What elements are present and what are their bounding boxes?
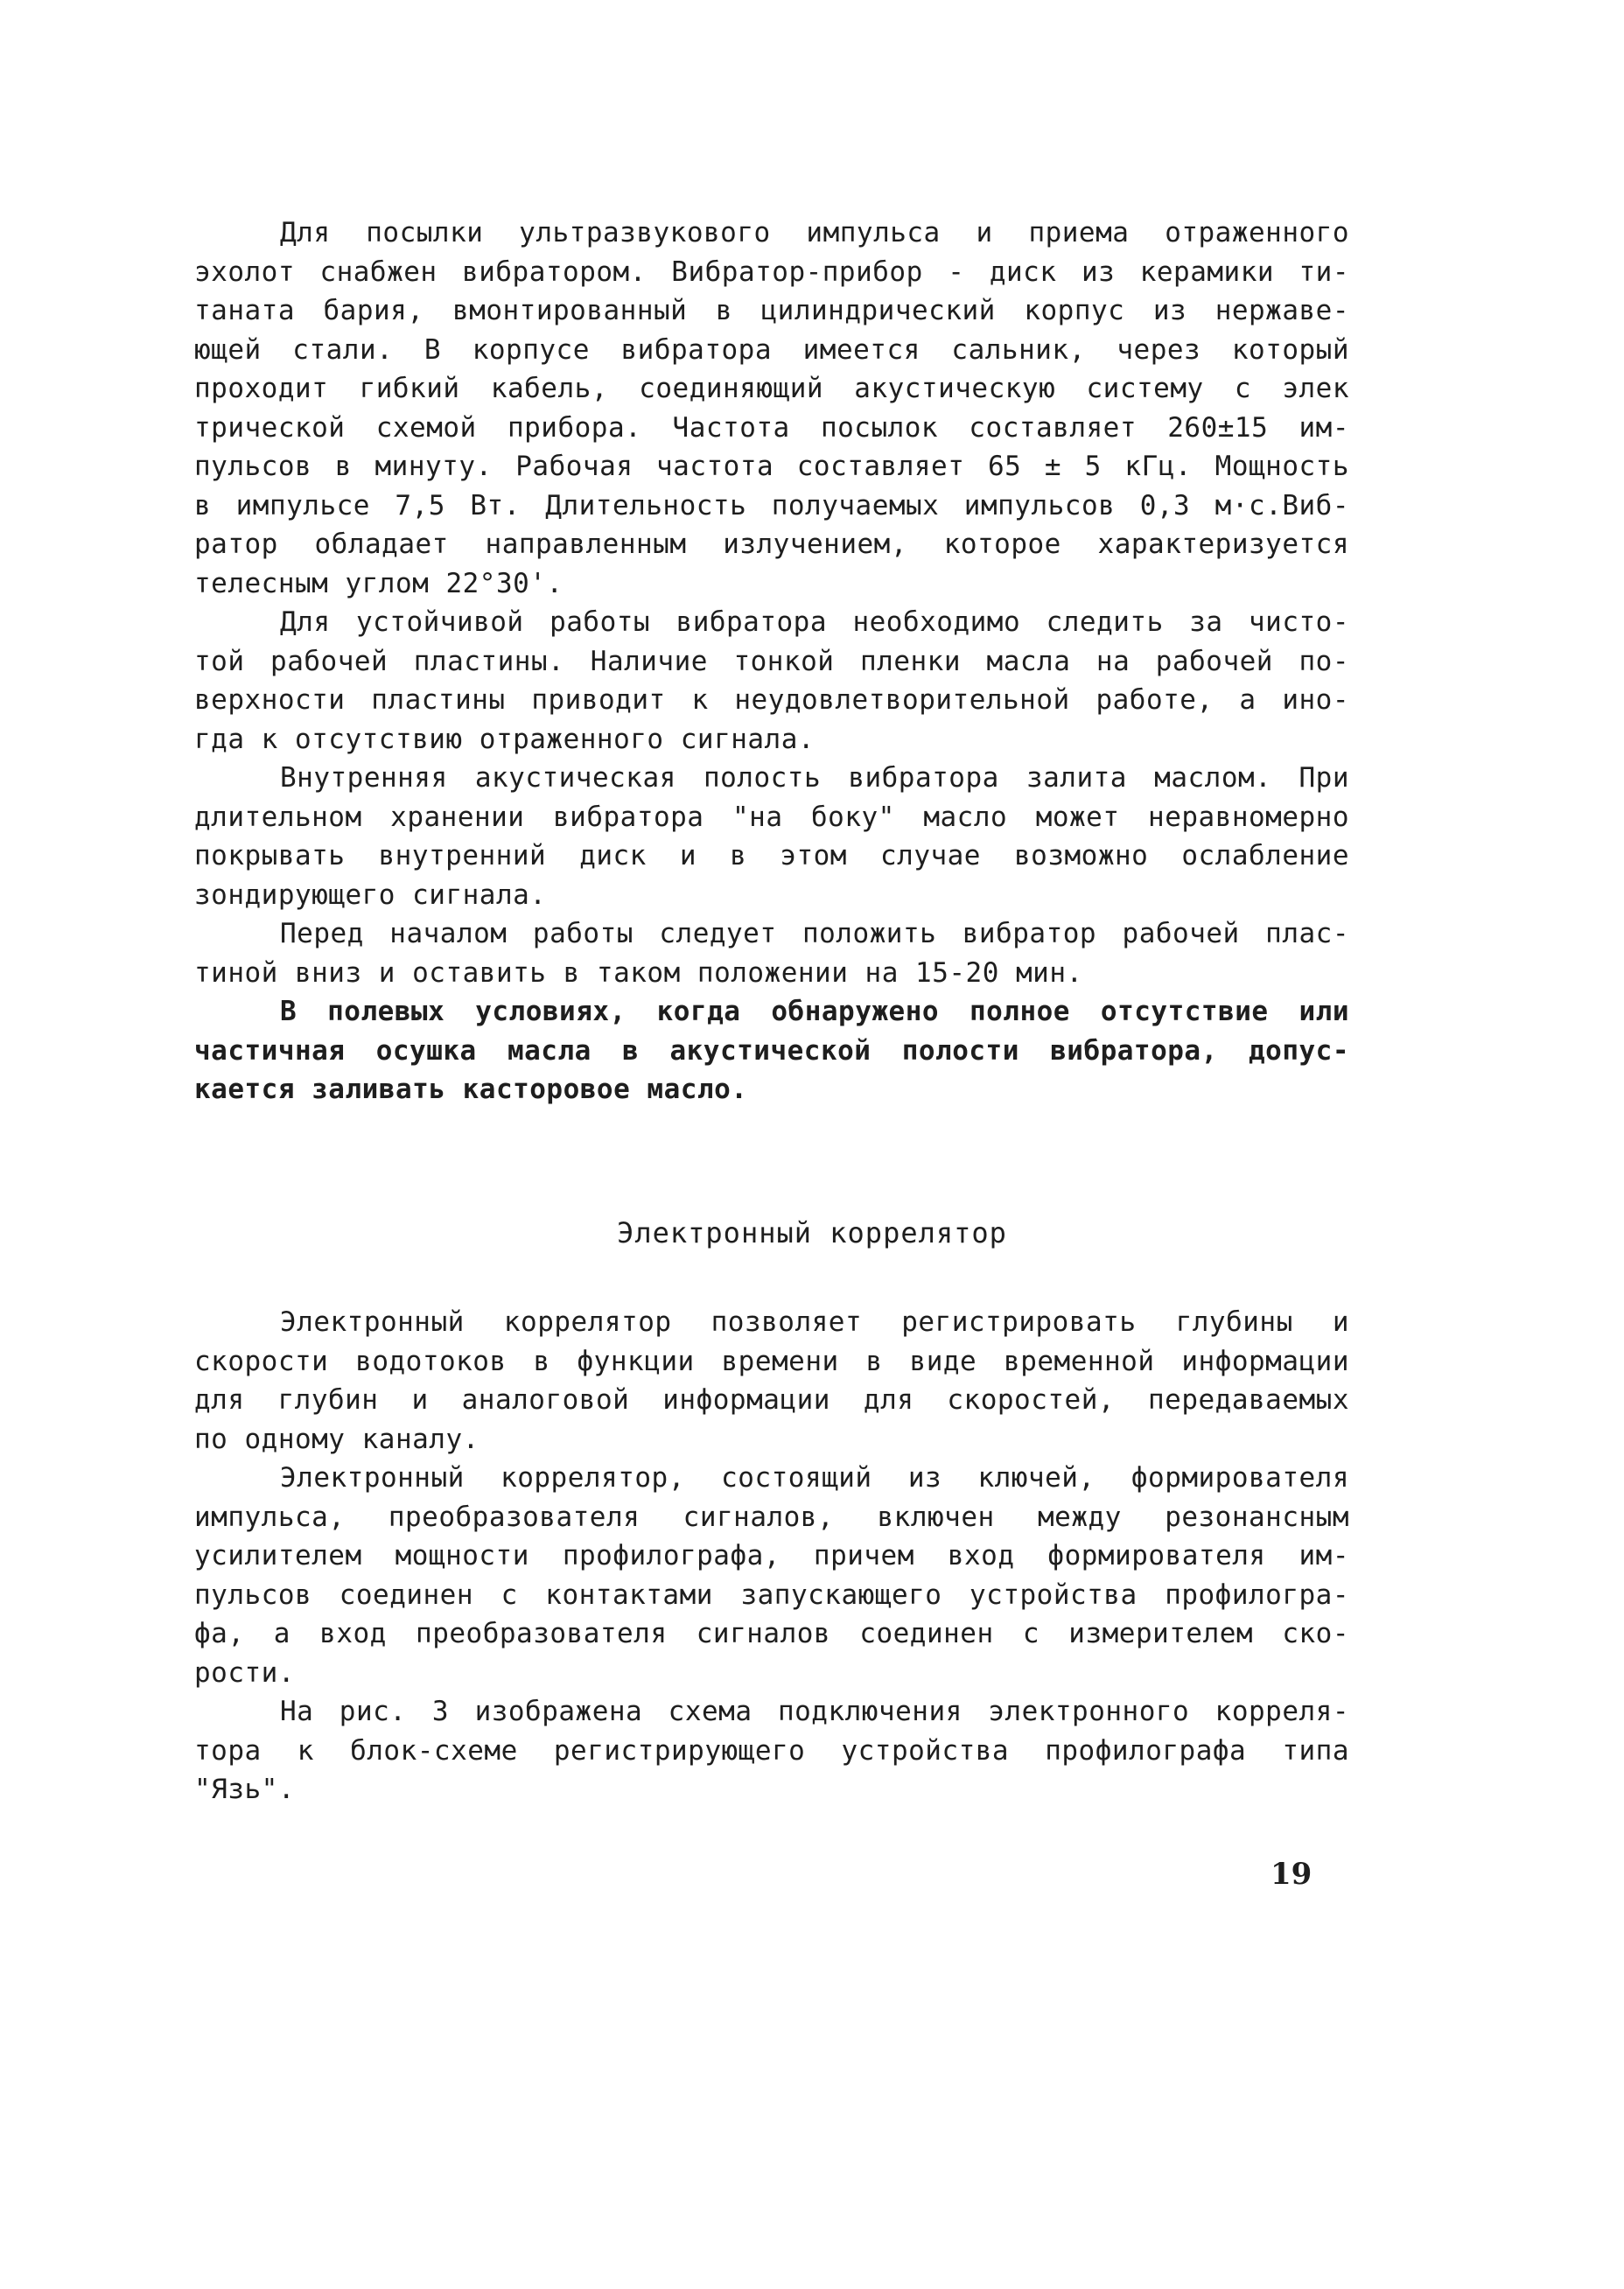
text-line: ратор обладает направленным излучением, которое характеризуется — [194, 528, 1349, 560]
paragraph — [194, 1459, 1349, 1692]
text-line: импульса, преобразователя сигналов, включен между резонансным — [194, 1501, 1349, 1533]
text-line: Электронный коррелятор, состоящий из ключей, формирователя — [280, 1462, 1349, 1494]
text-line: скорости водотоков в функции времени в виде временной информации — [194, 1345, 1349, 1377]
paragraph — [194, 992, 1349, 1110]
text-line: усилителем мощности профилографа, причем вход формирователя им- — [194, 1540, 1349, 1572]
text-line: телесным углом 22°30'. — [194, 567, 564, 599]
text-line: таната бария, вмонтированный в цилиндрический корпус из нержаве- — [194, 295, 1349, 326]
text-line: Электронный коррелятор позволяет регистрировать глубины и — [280, 1306, 1349, 1338]
text-line: Внутренняя акустическая полость вибратора залита маслом. При — [280, 762, 1349, 794]
text-line: ющей стали. В корпусе вибратора имеется сальник, через который — [194, 333, 1349, 366]
text-line: гда к отсутствию отраженного сигнала. — [194, 723, 816, 755]
text-line: В полевых условиях, когда обнаружено полное отсутствие или — [280, 996, 1349, 1027]
text-line: пульсов соединен с контактами запускающего устройства профилогра- — [194, 1578, 1349, 1611]
text-line: трической схемой прибора. Частота посылок составляет 260±15 им- — [194, 411, 1349, 444]
text-line: кается заливать касторовое масло. — [194, 1074, 748, 1105]
text-line: "Язь". — [194, 1774, 295, 1805]
text-line: Перед началом работы следует положить вибратор рабочей плас- — [280, 918, 1349, 949]
paragraph — [194, 1303, 1349, 1459]
text-line: тиной вниз и оставить в таком положении на 15-20 мин. — [194, 956, 1083, 989]
text-line: эхолот снабжен вибратором. Вибратор-прибор - диск из керамики ти- — [194, 256, 1349, 288]
text-line: фа, а вход преобразователя сигналов соединен с измерителем ско- — [194, 1618, 1349, 1649]
paragraph — [194, 603, 1349, 759]
text-line: частичная осушка масла в акустической полости вибратора, допус- — [194, 1034, 1349, 1067]
section-heading: Электронный коррелятор — [617, 1216, 1007, 1250]
text-line: в импульсе 7,5 Вт. Длительность получаемых импульсов 0,3 м·с.Виб- — [194, 489, 1349, 522]
paragraph — [194, 1692, 1349, 1810]
text-line: по одному каналу. — [194, 1423, 480, 1455]
section-vibrator-text — [194, 214, 1349, 1110]
text-line: верхности пластины приводит к неудовлетворительной работе, а ино- — [194, 684, 1349, 716]
paragraph — [194, 914, 1349, 992]
text-line: зондирующего сигнала. — [194, 878, 547, 911]
paragraph — [194, 214, 1349, 603]
text-line: той рабочей пластины. Наличие тонкой пленки масла на рабочей по- — [194, 645, 1349, 677]
paragraph — [194, 759, 1349, 914]
text-line: На рис. 3 изображена схема подключения электронного корреля- — [280, 1696, 1349, 1727]
text-line: проходит гибкий кабель, соединяющий акустическую систему с элек — [194, 373, 1349, 404]
text-line: тора к блок-схеме регистрирующего устройства профилографа типа — [194, 1734, 1349, 1767]
text-line: рости. — [194, 1656, 295, 1689]
page-number: 19 — [1270, 1857, 1312, 1892]
section-correlator-text — [194, 1303, 1349, 1810]
text-line: покрывать внутренний диск и в этом случае возможно ослабление — [194, 840, 1349, 872]
text-line: длительном хранении вибратора "на боку" масло может неравномерно — [194, 801, 1349, 833]
text-line: для глубин и аналоговой информации для скоростей, передаваемых — [194, 1384, 1349, 1416]
text-line: Для посылки ультразвукового импульса и приема отраженного — [280, 217, 1349, 248]
text-line: пульсов в минуту. Рабочая частота составляет 65 ± 5 кГц. Мощность — [194, 451, 1349, 482]
text-line: Для устойчивой работы вибратора необходимо следить за чисто- — [280, 606, 1349, 638]
